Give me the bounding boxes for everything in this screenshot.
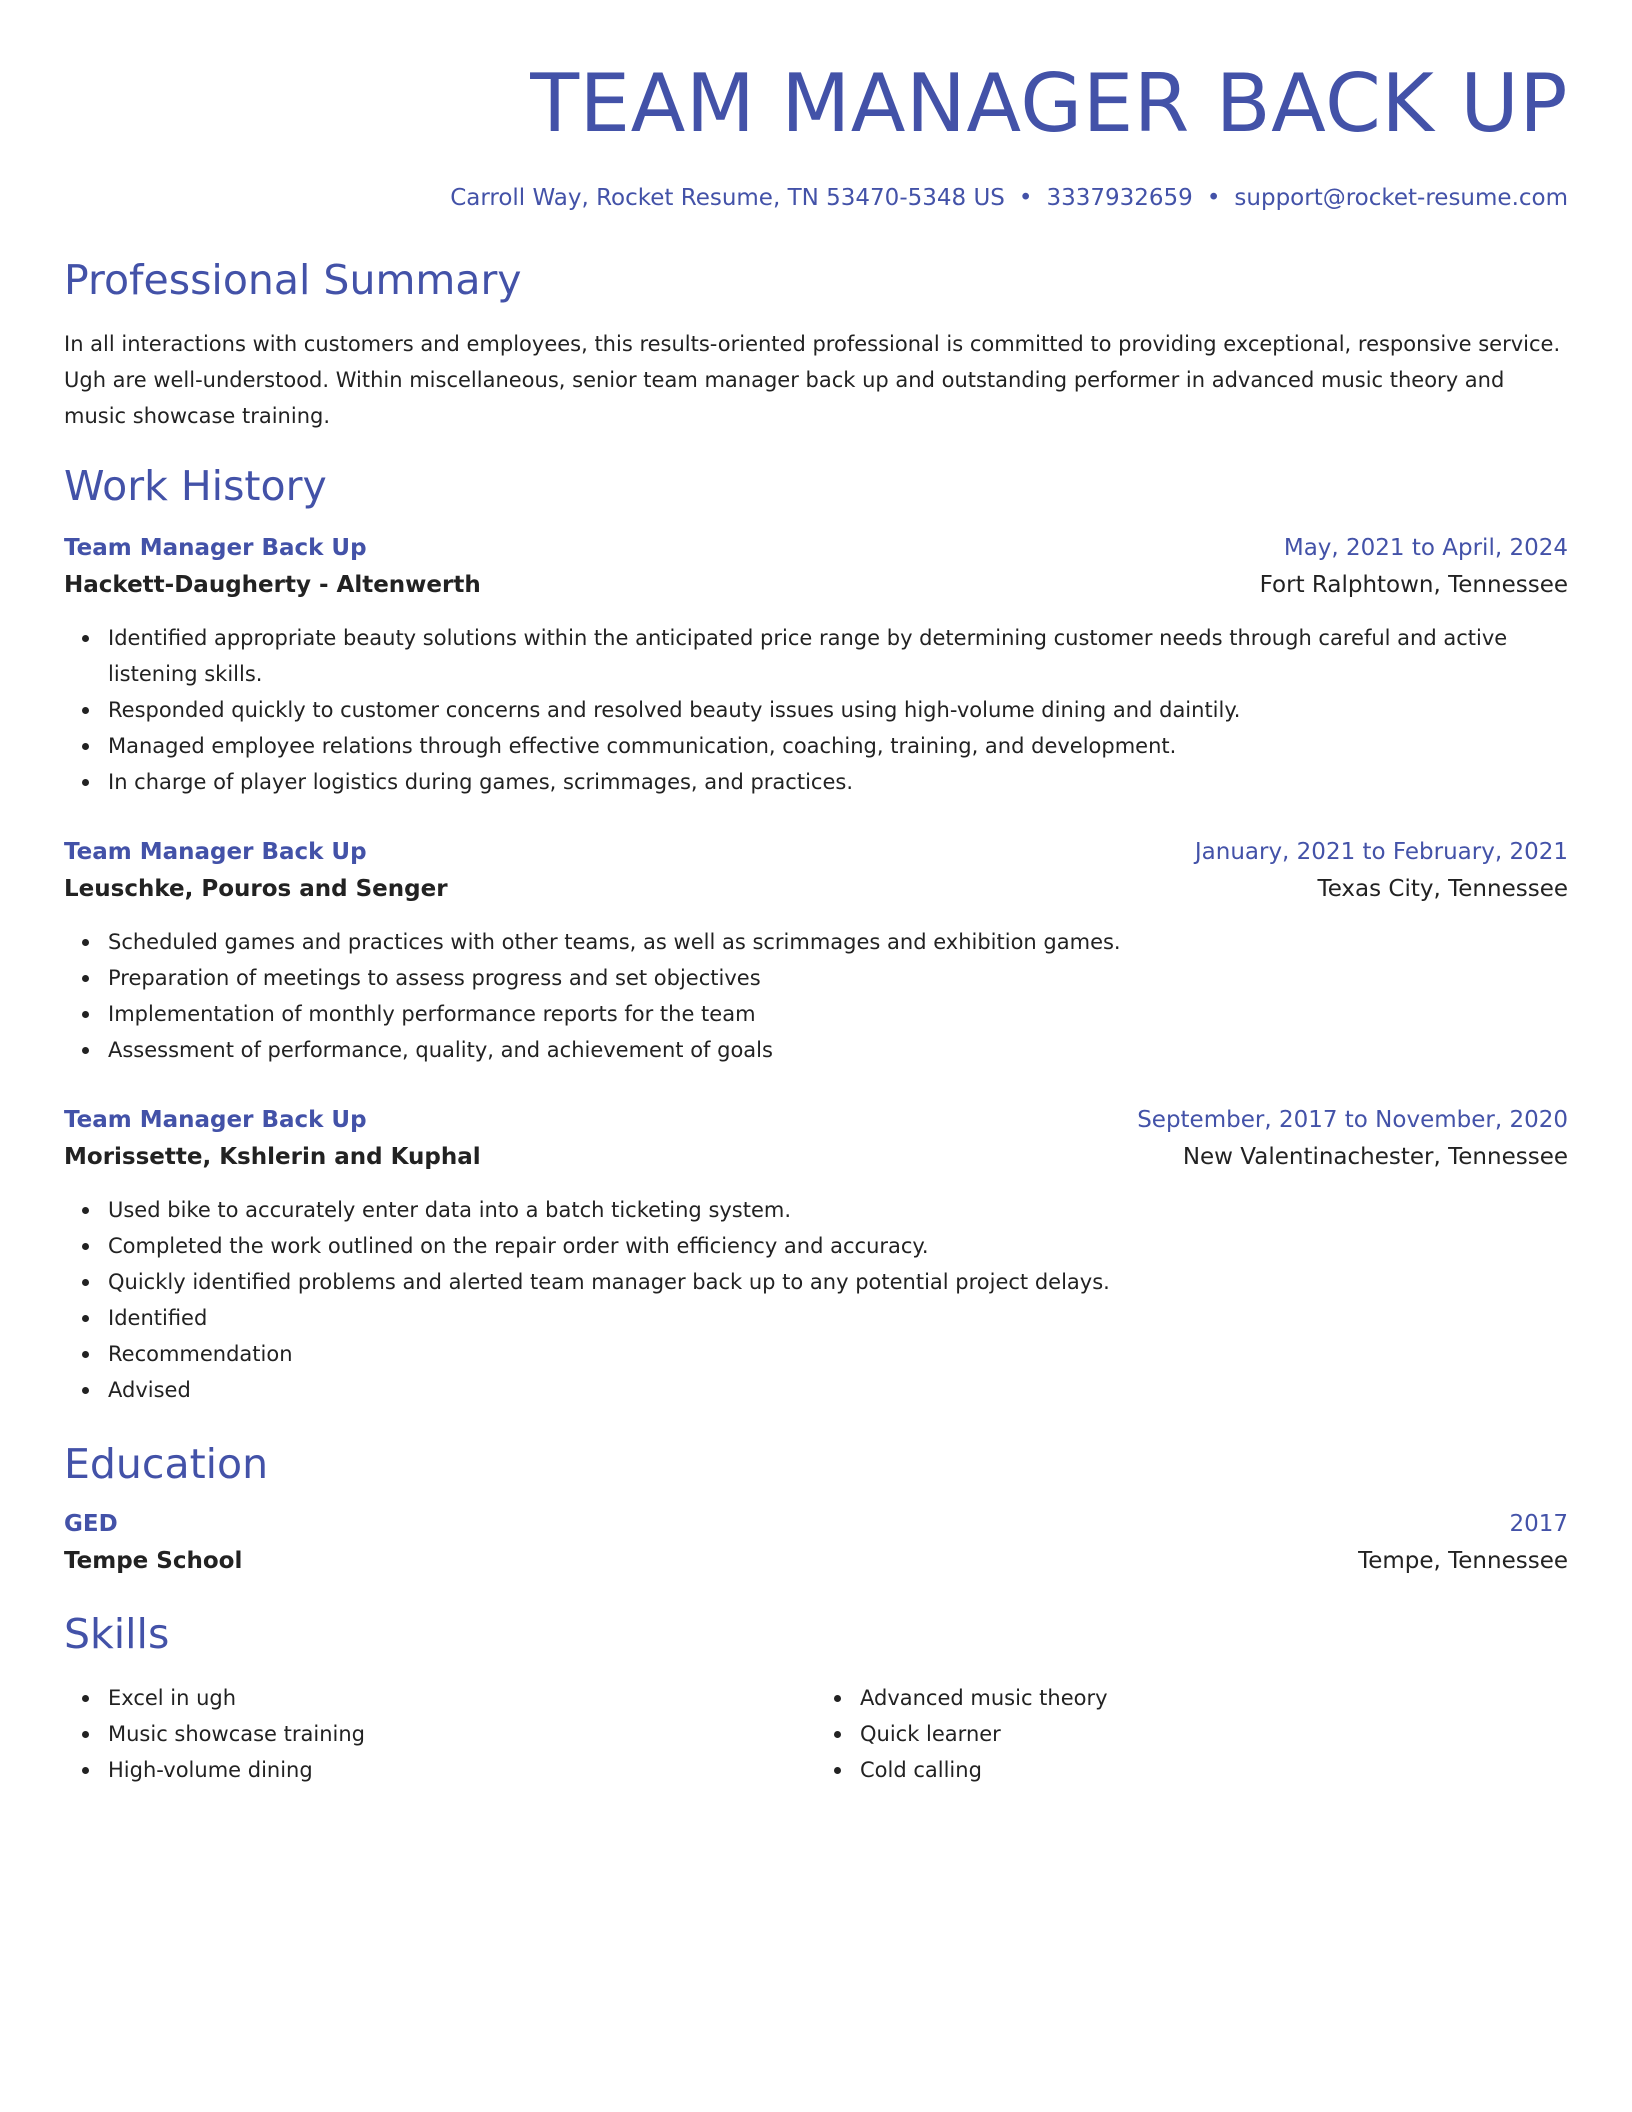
job-bullet: Managed employee relations through effective communication, coaching, training, and development. [108, 728, 1568, 764]
job-header-row [64, 1102, 1568, 1138]
work-history-heading: Work History [64, 462, 327, 510]
skill-item: Music showcase training [108, 1716, 816, 1752]
job-dates: September, 2017 to November, 2020 [1137, 1107, 1568, 1133]
job-bullet: Identified appropriate beauty solutions within the anticipated price range by determining customer needs through careful and active listening skills. [108, 620, 1568, 692]
job-location: Fort Ralphtown, Tennessee [1259, 572, 1568, 598]
job-entry [64, 530, 1568, 800]
contact-address: Carroll Way, Rocket Resume, TN 53470-5348 US [450, 185, 1005, 211]
skill-item: Cold calling [860, 1752, 1568, 1788]
education-header-row [64, 1506, 1568, 1542]
education-school-row [64, 1542, 1568, 1580]
job-bullet: Identified [108, 1300, 1568, 1336]
summary-section [64, 254, 1568, 434]
education-location: Tempe, Tennessee [1358, 1548, 1568, 1574]
job-dates: May, 2021 to April, 2024 [1283, 535, 1568, 561]
job-bullets [64, 620, 1568, 800]
job-company: Morissette, Kshlerin and Kuphal [64, 1144, 481, 1170]
job-bullet: Responded quickly to customer concerns and resolved beauty issues using high-volume dining and daintily. [108, 692, 1568, 728]
education-entry [64, 1506, 1568, 1580]
job-bullets [64, 1192, 1568, 1408]
job-company: Leuschke, Pouros and Senger [64, 876, 448, 902]
job-bullet: Completed the work outlined on the repair order with efficiency and accuracy. [108, 1228, 1568, 1264]
contact-phone: 3337932659 [1046, 185, 1193, 211]
job-bullets [64, 924, 1568, 1068]
education-heading: Education [64, 1440, 269, 1488]
job-header-row [64, 834, 1568, 870]
summary-heading: Professional Summary [64, 256, 522, 304]
job-bullet: Preparation of meetings to assess progress and set objectives [108, 960, 1568, 996]
job-location: Texas City, Tennessee [1317, 876, 1568, 902]
job-bullet: Recommendation [108, 1336, 1568, 1372]
contact-email[interactable]: support@rocket-resume.com [1234, 185, 1568, 211]
job-company-row [64, 1138, 1568, 1176]
job-bullet: In charge of player logistics during games, scrimmages, and practices. [108, 764, 1568, 800]
contact-separator: • [1018, 185, 1033, 211]
education-degree: GED [64, 1511, 118, 1537]
summary-text: In all interactions with customers and employees, this results-oriented professional is committed to providing exceptional, responsive service. Ugh are well-understood. Within miscellaneous, senior team manager back up and outstanding performer in advanced music theory and music showcase training. [64, 332, 1561, 428]
education-section [64, 1438, 1568, 1580]
skills-list-left [64, 1680, 816, 1788]
job-header-row [64, 530, 1568, 566]
job-dates: January, 2021 to February, 2021 [1194, 839, 1568, 865]
job-title: Team Manager Back Up [64, 839, 367, 865]
job-company-row [64, 870, 1568, 908]
skill-item: Excel in ugh [108, 1680, 816, 1716]
job-bullet: Advised [108, 1372, 1568, 1408]
contact-line [64, 182, 1568, 214]
skill-item: Quick learner [860, 1716, 1568, 1752]
skill-item: Advanced music theory [860, 1680, 1568, 1716]
candidate-name: TEAM MANAGER BACK UP [530, 57, 1568, 150]
resume-header [64, 56, 1568, 214]
education-school: Tempe School [64, 1548, 243, 1574]
skills-column-left [64, 1680, 816, 1788]
job-location: New Valentinachester, Tennessee [1182, 1144, 1568, 1170]
skill-item: High-volume dining [108, 1752, 816, 1788]
contact-separator: • [1206, 185, 1221, 211]
job-company-row [64, 566, 1568, 604]
job-bullet: Quickly identified problems and alerted team manager back up to any potential project delays. [108, 1264, 1568, 1300]
job-bullet: Used bike to accurately enter data into a batch ticketing system. [108, 1192, 1568, 1228]
skills-section [64, 1608, 1568, 1788]
skills-grid [64, 1680, 1568, 1788]
job-bullet: Assessment of performance, quality, and achievement of goals [108, 1032, 1568, 1068]
education-year: 2017 [1509, 1511, 1568, 1537]
job-entry [64, 834, 1568, 1068]
skills-column-right [816, 1680, 1568, 1788]
skills-list-right [816, 1680, 1568, 1788]
job-title: Team Manager Back Up [64, 535, 367, 561]
job-bullet: Scheduled games and practices with other teams, as well as scrimmages and exhibition games. [108, 924, 1568, 960]
skills-heading: Skills [64, 1610, 170, 1658]
work-history-section [64, 460, 1568, 1408]
job-company: Hackett-Daugherty - Altenwerth [64, 572, 481, 598]
job-entry [64, 1102, 1568, 1408]
job-title: Team Manager Back Up [64, 1107, 367, 1133]
job-bullet: Implementation of monthly performance reports for the team [108, 996, 1568, 1032]
